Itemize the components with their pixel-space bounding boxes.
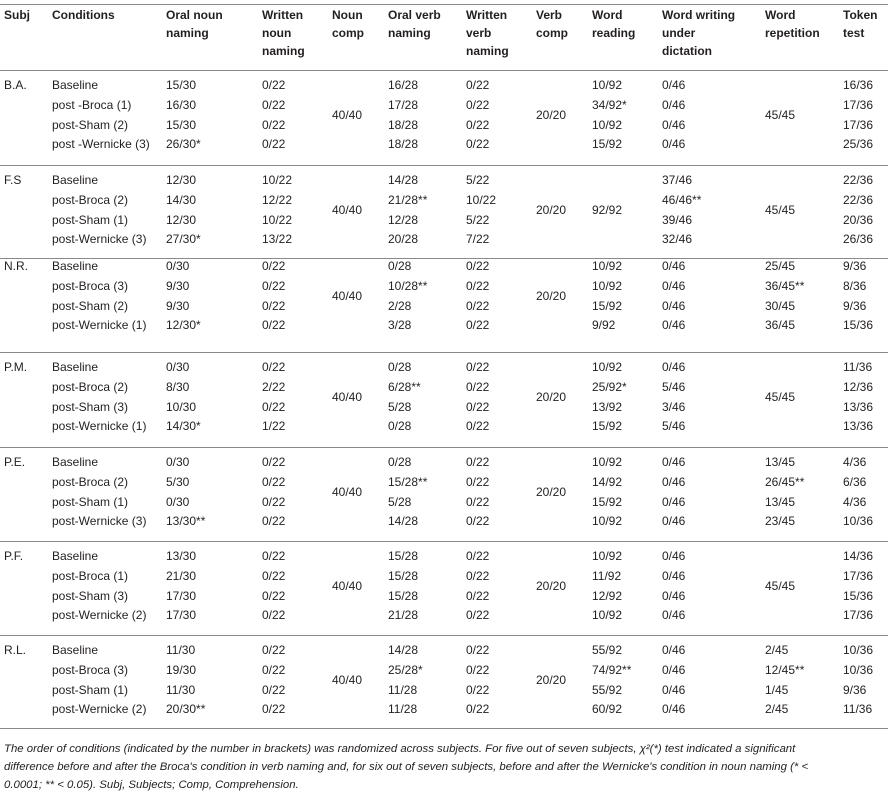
table-cell-oral-noun: 11/30 <box>166 643 196 657</box>
table-cell-written-verb: 0/22 <box>466 379 490 394</box>
column-header-verb-comp: Verb comp <box>536 8 569 40</box>
caption-line: The order of conditions (indicated by the number in brackets) was randomized across subjects. For five out of seven subjects, χ²(*) test indicated a significant <box>4 743 796 755</box>
table-cell-oral-noun: 10/30 <box>166 399 197 414</box>
condition-label: Baseline <box>52 549 99 563</box>
column-header-oral-noun: Oral noun naming <box>166 8 223 40</box>
condition-label: Baseline <box>52 455 99 469</box>
table-cell-oral-noun: 12/30 <box>166 212 197 227</box>
table-cell-oral-verb: 14/28 <box>388 643 419 657</box>
row-divider <box>0 447 888 448</box>
condition-label: post-Broca (3) <box>52 278 129 293</box>
subject-label: R.L. <box>4 643 27 657</box>
table-cell-word-rep: 2/45 <box>765 702 789 717</box>
table-cell-oral-verb: 6/28** <box>388 379 421 394</box>
table-cell-written-verb: 0/22 <box>466 399 490 414</box>
condition-label: post-Wernicke (2) <box>52 608 147 623</box>
column-header-token: Token test <box>843 8 878 40</box>
row-divider <box>0 258 888 259</box>
column-header-written-verb: Written verb naming <box>466 8 509 58</box>
table-cell-written-noun: 2/22 <box>262 379 286 394</box>
subject-label: N.R. <box>4 259 28 273</box>
table-cell-written-verb: 0/22 <box>466 568 490 583</box>
table-cell-token: 14/36 <box>843 549 874 563</box>
noun-comp-value: 40/40 <box>332 288 363 303</box>
table-cell-written-noun: 12/22 <box>262 192 293 207</box>
table-cell-word-writing: 0/46 <box>662 318 686 333</box>
column-header-written-noun: Written noun naming <box>262 8 305 58</box>
table-cell-oral-verb: 15/28 <box>388 549 419 563</box>
noun-comp-value: 40/40 <box>332 389 363 404</box>
table-cell-word-writing: 0/46 <box>662 360 686 374</box>
table-cell-written-noun: 0/22 <box>262 643 286 657</box>
table-cell-word-writing: 0/46 <box>662 568 686 583</box>
table-cell-word-reading: 10/92 <box>592 259 623 273</box>
table-cell-word-writing: 0/46 <box>662 702 686 717</box>
table-cell-oral-verb: 17/28 <box>388 97 419 112</box>
column-header-word-rep: Word repetition <box>765 8 820 40</box>
table-cell-word-rep: 36/45** <box>765 278 805 293</box>
table-cell-written-verb: 0/22 <box>466 78 490 92</box>
table-cell-oral-noun: 16/30 <box>166 97 197 112</box>
table-cell-oral-verb: 0/28 <box>388 259 412 273</box>
table-cell-word-writing: 0/46 <box>662 117 686 132</box>
verb-comp-value: 20/20 <box>536 288 567 303</box>
table-cell-written-verb: 5/22 <box>466 212 490 227</box>
table-cell-word-writing: 0/46 <box>662 137 686 152</box>
table-cell-word-reading: 10/92 <box>592 608 623 623</box>
table-cell-oral-verb: 15/28 <box>388 588 419 603</box>
table-cell-oral-verb: 14/28 <box>388 173 419 187</box>
merged-word-rep-value: 45/45 <box>765 389 796 404</box>
table-cell-word-writing: 0/46 <box>662 259 686 273</box>
table-cell-oral-verb: 2/28 <box>388 298 412 313</box>
table-cell-oral-verb: 0/28 <box>388 419 412 434</box>
row-divider <box>0 728 888 729</box>
table-cell-word-reading: 55/92 <box>592 643 623 657</box>
table-cell-word-writing: 0/46 <box>662 298 686 313</box>
table-cell-oral-verb: 25/28* <box>388 662 423 677</box>
subject-label: B.A. <box>4 78 27 92</box>
table-cell-written-noun: 0/22 <box>262 662 286 677</box>
table-cell-written-noun: 0/22 <box>262 588 286 603</box>
table-cell-token: 9/36 <box>843 298 867 313</box>
table-caption <box>4 740 884 794</box>
table-cell-token: 22/36 <box>843 192 874 207</box>
table-cell-written-verb: 0/22 <box>466 419 490 434</box>
table-cell-written-noun: 0/22 <box>262 399 286 414</box>
verb-comp-value: 20/20 <box>536 202 567 217</box>
condition-label: post-Wernicke (1) <box>52 318 147 333</box>
table-cell-written-noun: 13/22 <box>262 232 293 247</box>
table-cell-token: 11/36 <box>843 702 873 717</box>
table-cell-written-noun: 0/22 <box>262 360 286 374</box>
table-cell-written-noun: 0/22 <box>262 137 286 152</box>
noun-comp-value: 40/40 <box>332 202 363 217</box>
table-cell-written-noun: 0/22 <box>262 514 286 529</box>
table-cell-written-verb: 0/22 <box>466 608 490 623</box>
table-cell-word-reading: 10/92 <box>592 549 623 563</box>
table-cell-oral-verb: 5/28 <box>388 399 412 414</box>
table-cell-token: 4/36 <box>843 494 867 509</box>
table-cell-written-verb: 0/22 <box>466 278 490 293</box>
condition-label: Baseline <box>52 259 99 273</box>
table-cell-word-reading: 15/92 <box>592 419 623 434</box>
noun-comp-value: 40/40 <box>332 672 363 687</box>
table-cell-written-verb: 0/22 <box>466 455 490 469</box>
condition-label: post-Sham (1) <box>52 212 129 227</box>
table-cell-word-writing: 0/46 <box>662 643 686 657</box>
table-cell-token: 13/36 <box>843 419 874 434</box>
table-cell-written-verb: 0/22 <box>466 117 490 132</box>
subject-label: P.E. <box>4 455 26 469</box>
table-cell-token: 15/36 <box>843 318 874 333</box>
condition-label: post-Broca (2) <box>52 192 129 207</box>
verb-comp-value: 20/20 <box>536 484 567 499</box>
table-cell-oral-noun: 17/30 <box>166 588 197 603</box>
table-cell-word-reading: 9/92 <box>592 318 616 333</box>
table-cell-oral-verb: 21/28 <box>388 608 419 623</box>
table-cell-oral-verb: 18/28 <box>388 117 419 132</box>
noun-comp-value: 40/40 <box>332 107 363 122</box>
table-cell-oral-noun: 15/30 <box>166 117 197 132</box>
table-cell-word-reading: 55/92 <box>592 682 623 697</box>
table-cell-written-verb: 0/22 <box>466 549 490 563</box>
table-cell-oral-verb: 0/28 <box>388 360 412 374</box>
table-cell-word-writing: 0/46 <box>662 455 686 469</box>
table-cell-oral-noun: 0/30 <box>166 259 190 273</box>
table-cell-oral-verb: 11/28 <box>388 702 418 717</box>
row-divider <box>0 70 888 71</box>
condition-label: Baseline <box>52 643 99 657</box>
table-cell-written-verb: 0/22 <box>466 494 490 509</box>
table-cell-word-rep: 30/45 <box>765 298 796 313</box>
table-cell-word-writing: 0/46 <box>662 588 686 603</box>
table-cell-oral-noun: 26/30* <box>166 137 201 152</box>
table-cell-word-rep: 25/45 <box>765 259 796 273</box>
table-cell-word-reading: 34/92* <box>592 97 627 112</box>
table-cell-written-verb: 0/22 <box>466 97 490 112</box>
table-cell-word-reading: 10/92 <box>592 78 623 92</box>
table-cell-oral-noun: 5/30 <box>166 474 190 489</box>
condition-label: Baseline <box>52 360 99 374</box>
table-cell-written-noun: 10/22 <box>262 173 293 187</box>
table-cell-word-reading: 15/92 <box>592 137 623 152</box>
table-cell-oral-noun: 17/30 <box>166 608 197 623</box>
table-cell-token: 12/36 <box>843 379 874 394</box>
table-cell-written-noun: 0/22 <box>262 494 286 509</box>
table-cell-word-reading: 10/92 <box>592 514 623 529</box>
table-cell-oral-verb: 5/28 <box>388 494 412 509</box>
table-cell-word-rep: 1/45 <box>765 682 789 697</box>
table-cell-oral-noun: 8/30 <box>166 379 190 394</box>
table-cell-word-reading: 11/92 <box>592 568 622 583</box>
table-cell-written-noun: 0/22 <box>262 682 286 697</box>
condition-label: post-Sham (3) <box>52 588 129 603</box>
table-cell-oral-verb: 16/28 <box>388 78 419 92</box>
column-header-oral-verb: Oral verb naming <box>388 8 441 40</box>
table-cell-written-noun: 0/22 <box>262 298 286 313</box>
table-cell-word-writing: 0/46 <box>662 608 686 623</box>
table-cell-word-writing: 46/46** <box>662 192 702 207</box>
table-cell-written-verb: 0/22 <box>466 588 490 603</box>
table-cell-token: 8/36 <box>843 278 867 293</box>
table-cell-word-rep: 23/45 <box>765 514 796 529</box>
table-cell-written-noun: 10/22 <box>262 212 293 227</box>
condition-label: post-Sham (1) <box>52 494 129 509</box>
table-cell-oral-noun: 9/30 <box>166 278 190 293</box>
table-cell-oral-noun: 9/30 <box>166 298 190 313</box>
condition-label: post-Sham (1) <box>52 682 129 697</box>
table-cell-word-reading: 60/92 <box>592 702 623 717</box>
merged-word-rep-value: 45/45 <box>765 578 796 593</box>
table-cell-written-verb: 0/22 <box>466 318 490 333</box>
row-divider <box>0 165 888 166</box>
subject-label: P.M. <box>4 360 28 374</box>
table-cell-oral-verb: 10/28** <box>388 278 428 293</box>
noun-comp-value: 40/40 <box>332 578 363 593</box>
table-cell-token: 9/36 <box>843 259 867 273</box>
table-cell-written-noun: 0/22 <box>262 549 286 563</box>
table-cell-written-noun: 1/22 <box>262 419 286 434</box>
caption-line: 0.0001; ** < 0.05). Subj, Subjects; Comp, Comprehension. <box>4 779 299 791</box>
table-cell-written-verb: 0/22 <box>466 298 490 313</box>
table-cell-written-verb: 5/22 <box>466 173 490 187</box>
table-cell-oral-verb: 14/28 <box>388 514 419 529</box>
table-cell-written-noun: 0/22 <box>262 318 286 333</box>
table-cell-word-rep: 2/45 <box>765 643 789 657</box>
table-cell-written-noun: 0/22 <box>262 474 286 489</box>
table-cell-token: 6/36 <box>843 474 867 489</box>
condition-label: post-Broca (2) <box>52 474 129 489</box>
table-cell-word-writing: 0/46 <box>662 97 686 112</box>
table-cell-written-noun: 0/22 <box>262 78 286 92</box>
table-cell-token: 20/36 <box>843 212 874 227</box>
merged-word-reading-value: 92/92 <box>592 202 623 217</box>
table-cell-written-noun: 0/22 <box>262 608 286 623</box>
noun-comp-value: 40/40 <box>332 484 363 499</box>
table-cell-token: 17/36 <box>843 608 874 623</box>
table-cell-oral-verb: 15/28 <box>388 568 419 583</box>
table-cell-word-rep: 26/45** <box>765 474 805 489</box>
table-cell-word-rep: 13/45 <box>765 494 796 509</box>
table-cell-written-noun: 0/22 <box>262 455 286 469</box>
table-cell-word-rep: 13/45 <box>765 455 796 469</box>
table-cell-token: 13/36 <box>843 399 874 414</box>
table-cell-oral-verb: 18/28 <box>388 137 419 152</box>
table-cell-written-verb: 7/22 <box>466 232 490 247</box>
table-cell-written-noun: 0/22 <box>262 278 286 293</box>
table-cell-oral-verb: 21/28** <box>388 192 428 207</box>
table-cell-written-verb: 0/22 <box>466 360 490 374</box>
table-cell-oral-noun: 11/30 <box>166 682 196 697</box>
table-cell-token: 16/36 <box>843 78 874 92</box>
table-cell-oral-noun: 19/30 <box>166 662 197 677</box>
verb-comp-value: 20/20 <box>536 107 567 122</box>
column-header-conditions: Conditions <box>52 8 115 22</box>
table-cell-word-writing: 0/46 <box>662 474 686 489</box>
condition-label: post-Wernicke (1) <box>52 419 147 434</box>
table-cell-word-writing: 0/46 <box>662 549 686 563</box>
table-cell-oral-noun: 12/30* <box>166 318 201 333</box>
table-cell-oral-noun: 13/30 <box>166 549 197 563</box>
table-cell-token: 11/36 <box>843 360 873 374</box>
table-cell-word-reading: 15/92 <box>592 298 623 313</box>
table-cell-word-writing: 32/46 <box>662 232 693 247</box>
table-cell-oral-noun: 14/30 <box>166 192 197 207</box>
table-cell-token: 4/36 <box>843 455 867 469</box>
table-cell-written-verb: 0/22 <box>466 662 490 677</box>
condition-label: post-Wernicke (3) <box>52 232 147 247</box>
row-divider <box>0 352 888 353</box>
table-cell-oral-verb: 0/28 <box>388 455 412 469</box>
table-cell-oral-verb: 3/28 <box>388 318 412 333</box>
table-cell-word-reading: 12/92 <box>592 588 623 603</box>
row-divider <box>0 4 888 5</box>
table-cell-word-reading: 25/92* <box>592 379 627 394</box>
condition-label: post -Broca (1) <box>52 97 132 112</box>
table-cell-token: 10/36 <box>843 643 874 657</box>
table-cell-word-reading: 13/92 <box>592 399 623 414</box>
table-cell-word-writing: 0/46 <box>662 514 686 529</box>
table-cell-oral-noun: 0/30 <box>166 494 190 509</box>
table-cell-word-rep: 12/45** <box>765 662 805 677</box>
table-cell-written-verb: 0/22 <box>466 514 490 529</box>
table-cell-token: 22/36 <box>843 173 874 187</box>
condition-label: post -Wernicke (3) <box>52 137 150 152</box>
table-cell-written-verb: 0/22 <box>466 702 490 717</box>
table-cell-oral-verb: 12/28 <box>388 212 419 227</box>
table-cell-token: 17/36 <box>843 568 874 583</box>
subject-label: P.F. <box>4 549 24 563</box>
table-cell-written-verb: 0/22 <box>466 474 490 489</box>
condition-label: post-Sham (3) <box>52 399 129 414</box>
table-cell-written-verb: 0/22 <box>466 643 490 657</box>
table-cell-word-reading: 10/92 <box>592 278 623 293</box>
verb-comp-value: 20/20 <box>536 389 567 404</box>
verb-comp-value: 20/20 <box>536 578 567 593</box>
table-cell-word-rep: 36/45 <box>765 318 796 333</box>
condition-label: post-Sham (2) <box>52 117 129 132</box>
table-cell-written-verb: 0/22 <box>466 137 490 152</box>
subject-label: F.S <box>4 173 22 187</box>
table-cell-oral-noun: 14/30* <box>166 419 201 434</box>
table-cell-oral-noun: 13/30** <box>166 514 206 529</box>
table-cell-word-writing: 39/46 <box>662 212 693 227</box>
table-cell-written-noun: 0/22 <box>262 97 286 112</box>
condition-label: post-Wernicke (2) <box>52 702 147 717</box>
verb-comp-value: 20/20 <box>536 672 567 687</box>
table-cell-oral-noun: 15/30 <box>166 78 197 92</box>
table-cell-word-reading: 10/92 <box>592 455 623 469</box>
table-cell-word-reading: 10/92 <box>592 117 623 132</box>
row-divider <box>0 541 888 542</box>
condition-label: Baseline <box>52 78 99 92</box>
table-cell-written-noun: 0/22 <box>262 568 286 583</box>
column-header-noun-comp: Noun comp <box>332 8 365 40</box>
table-cell-word-reading: 14/92 <box>592 474 623 489</box>
table-cell-token: 10/36 <box>843 514 874 529</box>
table-cell-word-writing: 0/46 <box>662 494 686 509</box>
merged-word-rep-value: 45/45 <box>765 202 796 217</box>
table-cell-token: 9/36 <box>843 682 867 697</box>
table-cell-oral-noun: 20/30** <box>166 702 206 717</box>
table-cell-word-writing: 3/46 <box>662 399 686 414</box>
table-cell-word-reading: 74/92** <box>592 662 632 677</box>
condition-label: Baseline <box>52 173 99 187</box>
table-cell-token: 17/36 <box>843 97 874 112</box>
condition-label: post-Wernicke (3) <box>52 514 147 529</box>
table-cell-oral-noun: 21/30 <box>166 568 197 583</box>
table-cell-word-writing: 0/46 <box>662 682 686 697</box>
table-cell-token: 10/36 <box>843 662 874 677</box>
table-cell-written-noun: 0/22 <box>262 702 286 717</box>
table-cell-written-noun: 0/22 <box>262 259 286 273</box>
column-header-word-writing: Word writing under dictation <box>662 8 736 58</box>
caption-line: difference before and after the Broca's condition in verb naming and, for six out of seven subjects, before and after the Wernicke's condition in noun naming (* < <box>4 761 809 773</box>
condition-label: post-Sham (2) <box>52 298 129 313</box>
table-cell-word-writing: 37/46 <box>662 173 693 187</box>
table-cell-written-verb: 0/22 <box>466 682 490 697</box>
row-divider <box>0 635 888 636</box>
table-cell-word-writing: 5/46 <box>662 419 686 434</box>
merged-word-rep-value: 45/45 <box>765 107 796 122</box>
condition-label: post-Broca (1) <box>52 568 129 583</box>
table-cell-oral-noun: 0/30 <box>166 455 190 469</box>
table-cell-word-reading: 10/92 <box>592 360 623 374</box>
table-cell-written-noun: 0/22 <box>262 117 286 132</box>
table-cell-written-verb: 0/22 <box>466 259 490 273</box>
table-cell-word-reading: 15/92 <box>592 494 623 509</box>
condition-label: post-Broca (3) <box>52 662 129 677</box>
table-cell-word-writing: 0/46 <box>662 662 686 677</box>
table-cell-word-writing: 0/46 <box>662 278 686 293</box>
table-cell-written-verb: 10/22 <box>466 192 497 207</box>
table-cell-token: 26/36 <box>843 232 874 247</box>
table-cell-oral-noun: 0/30 <box>166 360 190 374</box>
table-cell-word-writing: 0/46 <box>662 78 686 92</box>
table-cell-oral-noun: 27/30* <box>166 232 201 247</box>
condition-label: post-Broca (2) <box>52 379 129 394</box>
column-header-subj: Subj <box>4 8 30 22</box>
table-cell-oral-verb: 15/28** <box>388 474 428 489</box>
column-header-word-reading: Word reading <box>592 8 636 40</box>
table-cell-token: 17/36 <box>843 117 874 132</box>
table-cell-token: 25/36 <box>843 137 874 152</box>
table-cell-token: 15/36 <box>843 588 874 603</box>
table-cell-oral-verb: 20/28 <box>388 232 419 247</box>
table-cell-oral-verb: 11/28 <box>388 682 418 697</box>
table-cell-word-writing: 5/46 <box>662 379 686 394</box>
table-cell-oral-noun: 12/30 <box>166 173 197 187</box>
